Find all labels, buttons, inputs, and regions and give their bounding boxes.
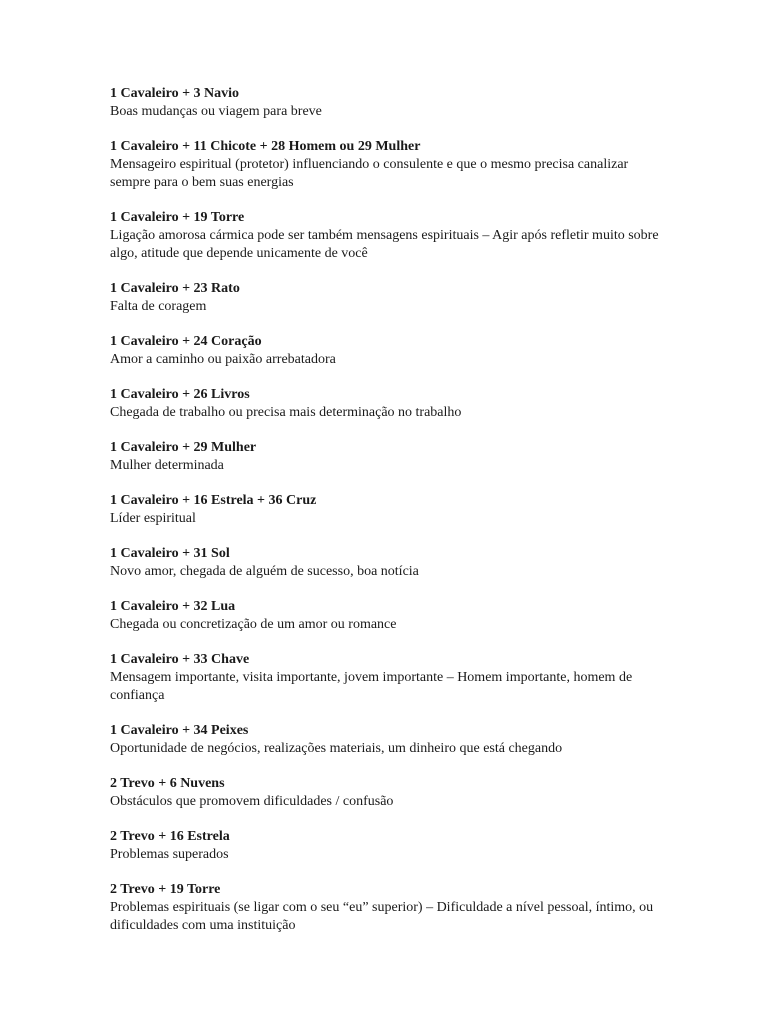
- entry-text: Novo amor, chegada de alguém de sucesso, boa notícia: [110, 564, 419, 579]
- entry-text: Problemas superados: [110, 847, 229, 862]
- entry-text: Boas mudanças ou viagem para breve: [110, 104, 322, 119]
- entry-text: Problemas espirituais (se ligar com o seu “eu” superior) – Dificuldade a nível pessoal, íntimo, ou dificuldades com uma instituição: [110, 900, 654, 933]
- entry-9: [110, 545, 670, 581]
- entry-7: [110, 439, 670, 475]
- entry-text: Mulher determinada: [110, 458, 224, 473]
- entry-6: [110, 386, 670, 422]
- entry-title: 1 Cavaleiro + 23 Rato: [110, 281, 240, 296]
- entry-1: [110, 85, 670, 121]
- entry-text: Obstáculos que promovem dificuldades / confusão: [110, 794, 394, 809]
- entry-14: [110, 828, 670, 864]
- entry-text: Líder espiritual: [110, 511, 196, 526]
- entry-10: [110, 598, 670, 634]
- entry-text: Falta de coragem: [110, 299, 207, 314]
- entry-title: 2 Trevo + 16 Estrela: [110, 829, 230, 844]
- entry-12: [110, 722, 670, 758]
- entry-title: 1 Cavaleiro + 32 Lua: [110, 599, 236, 614]
- entry-text: Oportunidade de negócios, realizações materiais, um dinheiro que está chegando: [110, 741, 563, 756]
- entry-title: 1 Cavaleiro + 31 Sol: [110, 546, 230, 561]
- entry-15: [110, 881, 670, 935]
- entry-text: Chegada de trabalho ou precisa mais determinação no trabalho: [110, 405, 462, 420]
- entry-title: 1 Cavaleiro + 24 Coração: [110, 334, 262, 349]
- entry-title: 1 Cavaleiro + 33 Chave: [110, 652, 250, 667]
- entry-3: [110, 209, 670, 263]
- entry-text: Amor a caminho ou paixão arrebatadora: [110, 352, 336, 367]
- document-page: [110, 85, 670, 952]
- entry-title: 1 Cavaleiro + 11 Chicote + 28 Homem ou 29 Mulher: [110, 139, 421, 154]
- entry-5: [110, 333, 670, 369]
- entry-text: Mensageiro espiritual (protetor) influenciando o consulente e que o mesmo precisa canalizar sempre para o bem suas energias: [110, 157, 629, 190]
- entry-title: 2 Trevo + 19 Torre: [110, 882, 221, 897]
- entry-13: [110, 775, 670, 811]
- entry-title: 1 Cavaleiro + 26 Livros: [110, 387, 250, 402]
- entry-title: 1 Cavaleiro + 19 Torre: [110, 210, 245, 225]
- entry-title: 1 Cavaleiro + 3 Navio: [110, 86, 240, 101]
- entry-11: [110, 651, 670, 705]
- entry-text: Chegada ou concretização de um amor ou romance: [110, 617, 397, 632]
- entry-title: 2 Trevo + 6 Nuvens: [110, 776, 225, 791]
- entry-title: 1 Cavaleiro + 29 Mulher: [110, 440, 257, 455]
- entry-text: Ligação amorosa cármica pode ser também mensagens espirituais – Agir após refletir muito sobre algo, atitude que depende unicamente de você: [110, 228, 659, 261]
- entry-title: 1 Cavaleiro + 34 Peixes: [110, 723, 249, 738]
- entry-text: Mensagem importante, visita importante, jovem importante – Homem importante, homem de confiança: [110, 670, 633, 703]
- entry-8: [110, 492, 670, 528]
- entry-title: 1 Cavaleiro + 16 Estrela + 36 Cruz: [110, 493, 317, 508]
- entry-4: [110, 280, 670, 316]
- entry-2: [110, 138, 670, 192]
